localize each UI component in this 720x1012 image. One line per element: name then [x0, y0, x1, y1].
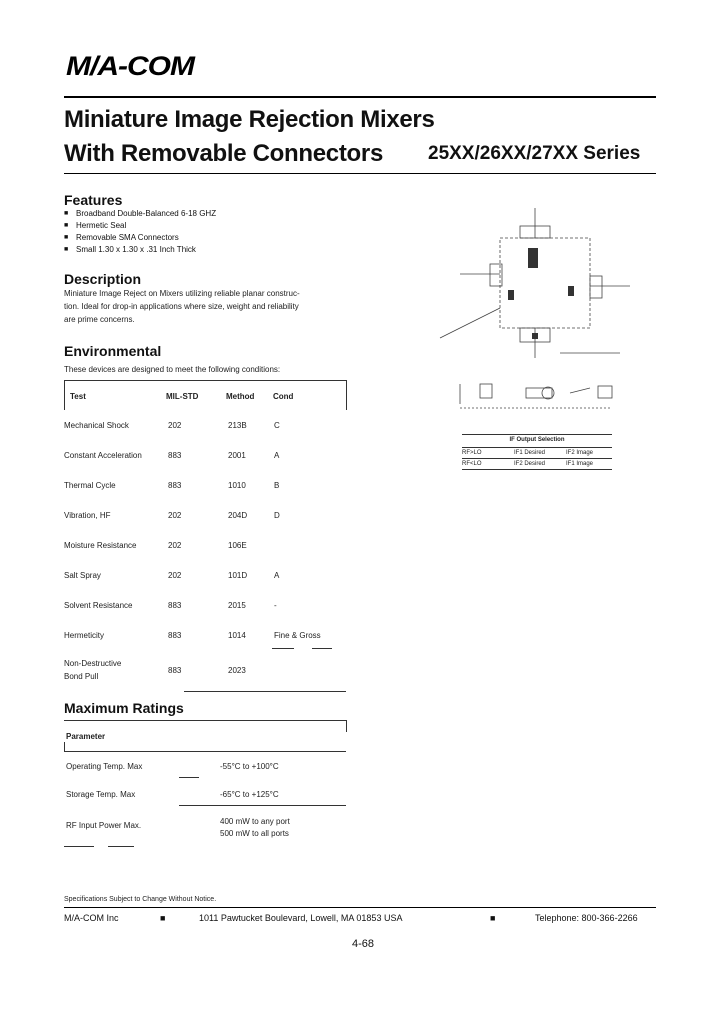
table-row	[64, 541, 364, 561]
environmental-heading: Environmental	[64, 343, 162, 359]
title-line-1: Miniature Image Rejection Mixers	[64, 106, 435, 133]
cell-image: IF1 Image	[566, 461, 594, 467]
cell-cond: A	[274, 571, 280, 580]
cell-test: Non-Destructive	[64, 659, 122, 668]
table-rule	[179, 777, 199, 778]
table-rule	[346, 720, 347, 732]
table-rule	[462, 469, 612, 470]
description-section	[64, 271, 364, 326]
features-heading: Features	[64, 192, 123, 208]
cell-value: -65°C to +125°C	[220, 790, 279, 799]
cell-param: Storage Temp. Max	[66, 790, 136, 799]
table-rule	[272, 648, 294, 649]
footer-rule	[64, 907, 656, 908]
table-row	[64, 762, 364, 782]
cell-std: 883	[168, 451, 182, 460]
table-row	[64, 790, 364, 810]
table-row	[64, 511, 364, 531]
table-row	[64, 659, 364, 689]
description-line-2: tion. Ideal for drop-in applications where size, weight and reliability	[64, 302, 299, 311]
features-section	[64, 192, 364, 256]
footer-address: 1011 Pawtucket Boulevard, Lowell, MA 01853 USA	[199, 913, 403, 923]
table-rule	[64, 380, 346, 381]
title-rule	[64, 173, 656, 174]
col-header-cond: Cond	[273, 392, 294, 401]
table-rule	[179, 805, 346, 806]
table-row	[64, 451, 364, 471]
table-rule	[184, 691, 346, 692]
cell-test: Vibration, HF	[64, 511, 111, 520]
cell-value: 400 mW to any port	[220, 817, 290, 826]
cell-cond: D	[274, 511, 280, 520]
table-rule	[64, 751, 346, 752]
feature-item: ■ Hermetic Seal	[64, 220, 364, 232]
cell-condition: RF>LO	[462, 450, 482, 456]
cell-method: 1014	[228, 631, 246, 640]
cell-desired: IF2 Desired	[514, 461, 546, 467]
footer-phone: Telephone: 800-366-2266	[535, 913, 638, 923]
cell-test: Solvent Resistance	[64, 601, 133, 610]
cell-cond: C	[274, 421, 280, 430]
table-row	[64, 421, 364, 441]
cell-test: Mechanical Shock	[64, 421, 129, 430]
cell-method: 106E	[228, 541, 247, 550]
cell-test: Salt Spray	[64, 571, 101, 580]
col-header-method: Method	[226, 392, 255, 401]
series-label: 25XX/26XX/27XX Series	[428, 143, 641, 164]
cell-method: 204D	[228, 511, 248, 520]
spec-notice: Specifications Subject to Change Without Notice.	[64, 896, 217, 903]
col-header-test: Test	[70, 392, 86, 401]
feature-item: ■ Broadband Double-Balanced 6-18 GHZ	[64, 208, 364, 220]
cell-param: RF Input Power Max.	[66, 821, 142, 830]
table-rule	[64, 720, 346, 721]
feature-item: ■ Small 1.30 x 1.30 x .31 Inch Thick	[64, 244, 364, 256]
cell-method: 1010	[228, 481, 246, 490]
environmental-table	[64, 380, 348, 692]
table-row	[64, 817, 364, 847]
cell-method: 2001	[228, 451, 246, 460]
cell-desired: IF1 Desired	[514, 450, 546, 456]
table-rule	[108, 846, 134, 847]
cell-image: IF2 Image	[566, 450, 594, 456]
cell-cond: A	[274, 451, 280, 460]
description-line-3: are prime concerns.	[64, 315, 135, 324]
cell-test: Constant Acceleration	[64, 451, 142, 460]
if-table-title: IF Output Selection	[462, 434, 612, 443]
if-output-selection-table	[462, 434, 612, 470]
cell-method: 2015	[228, 601, 246, 610]
cell-std: 202	[168, 421, 182, 430]
col-header-milstd: MIL-STD	[166, 392, 199, 401]
table-row	[64, 571, 364, 591]
header-rule	[64, 96, 656, 98]
features-list	[64, 208, 364, 256]
table-row	[462, 458, 612, 469]
max-ratings-table	[64, 720, 348, 850]
cell-method: 213B	[228, 421, 247, 430]
footer-bullet: ■	[490, 913, 496, 923]
cell-std: 202	[168, 541, 182, 550]
cell-method: 101D	[228, 571, 248, 580]
cell-test: Bond Pull	[64, 672, 99, 681]
table-row	[64, 601, 364, 621]
col-header-parameter: Parameter	[66, 732, 106, 741]
description-heading: Description	[64, 271, 142, 287]
cell-test: Hermeticity	[64, 631, 105, 640]
cell-test: Thermal Cycle	[64, 481, 116, 490]
cell-std: 202	[168, 511, 182, 520]
table-rule	[312, 648, 332, 649]
outline-drawing	[420, 208, 660, 434]
environmental-intro: These devices are designed to meet the following conditions:	[64, 365, 281, 374]
cell-condition: RF<LO	[462, 461, 482, 467]
cell-cond: Fine & Gross	[274, 631, 321, 640]
table-row	[64, 481, 364, 501]
title-line-2: With Removable Connectors	[64, 140, 383, 167]
footer-company: M/A-COM Inc	[64, 913, 119, 923]
cell-value: 500 mW to all ports	[220, 829, 289, 838]
table-header-row	[64, 392, 364, 412]
cell-cond: B	[274, 481, 280, 490]
max-ratings-heading: Maximum Ratings	[64, 700, 184, 716]
company-logo: M/A-COM	[66, 51, 194, 82]
cell-std: 883	[168, 601, 182, 610]
max-ratings-section	[64, 700, 184, 716]
cell-std: 883	[168, 481, 182, 490]
cell-std: 883	[168, 631, 182, 640]
cell-test: Moisture Resistance	[64, 541, 137, 550]
cell-method: 2023	[228, 666, 246, 675]
description-line-1: Miniature Image Reject on Mixers utilizing reliable planar construc-	[64, 289, 300, 298]
cell-param: Operating Temp. Max	[66, 762, 143, 771]
cell-std: 883	[168, 666, 182, 675]
page-number: 4-68	[352, 938, 375, 950]
feature-item: ■ Removable SMA Connectors	[64, 232, 364, 244]
cell-cond: -	[274, 601, 277, 610]
footer-bullet: ■	[160, 913, 166, 923]
cell-std: 202	[168, 571, 182, 580]
cell-value: -55°C to +100°C	[220, 762, 279, 771]
table-rule	[64, 846, 94, 847]
environmental-section	[64, 343, 364, 376]
table-row	[462, 447, 612, 458]
